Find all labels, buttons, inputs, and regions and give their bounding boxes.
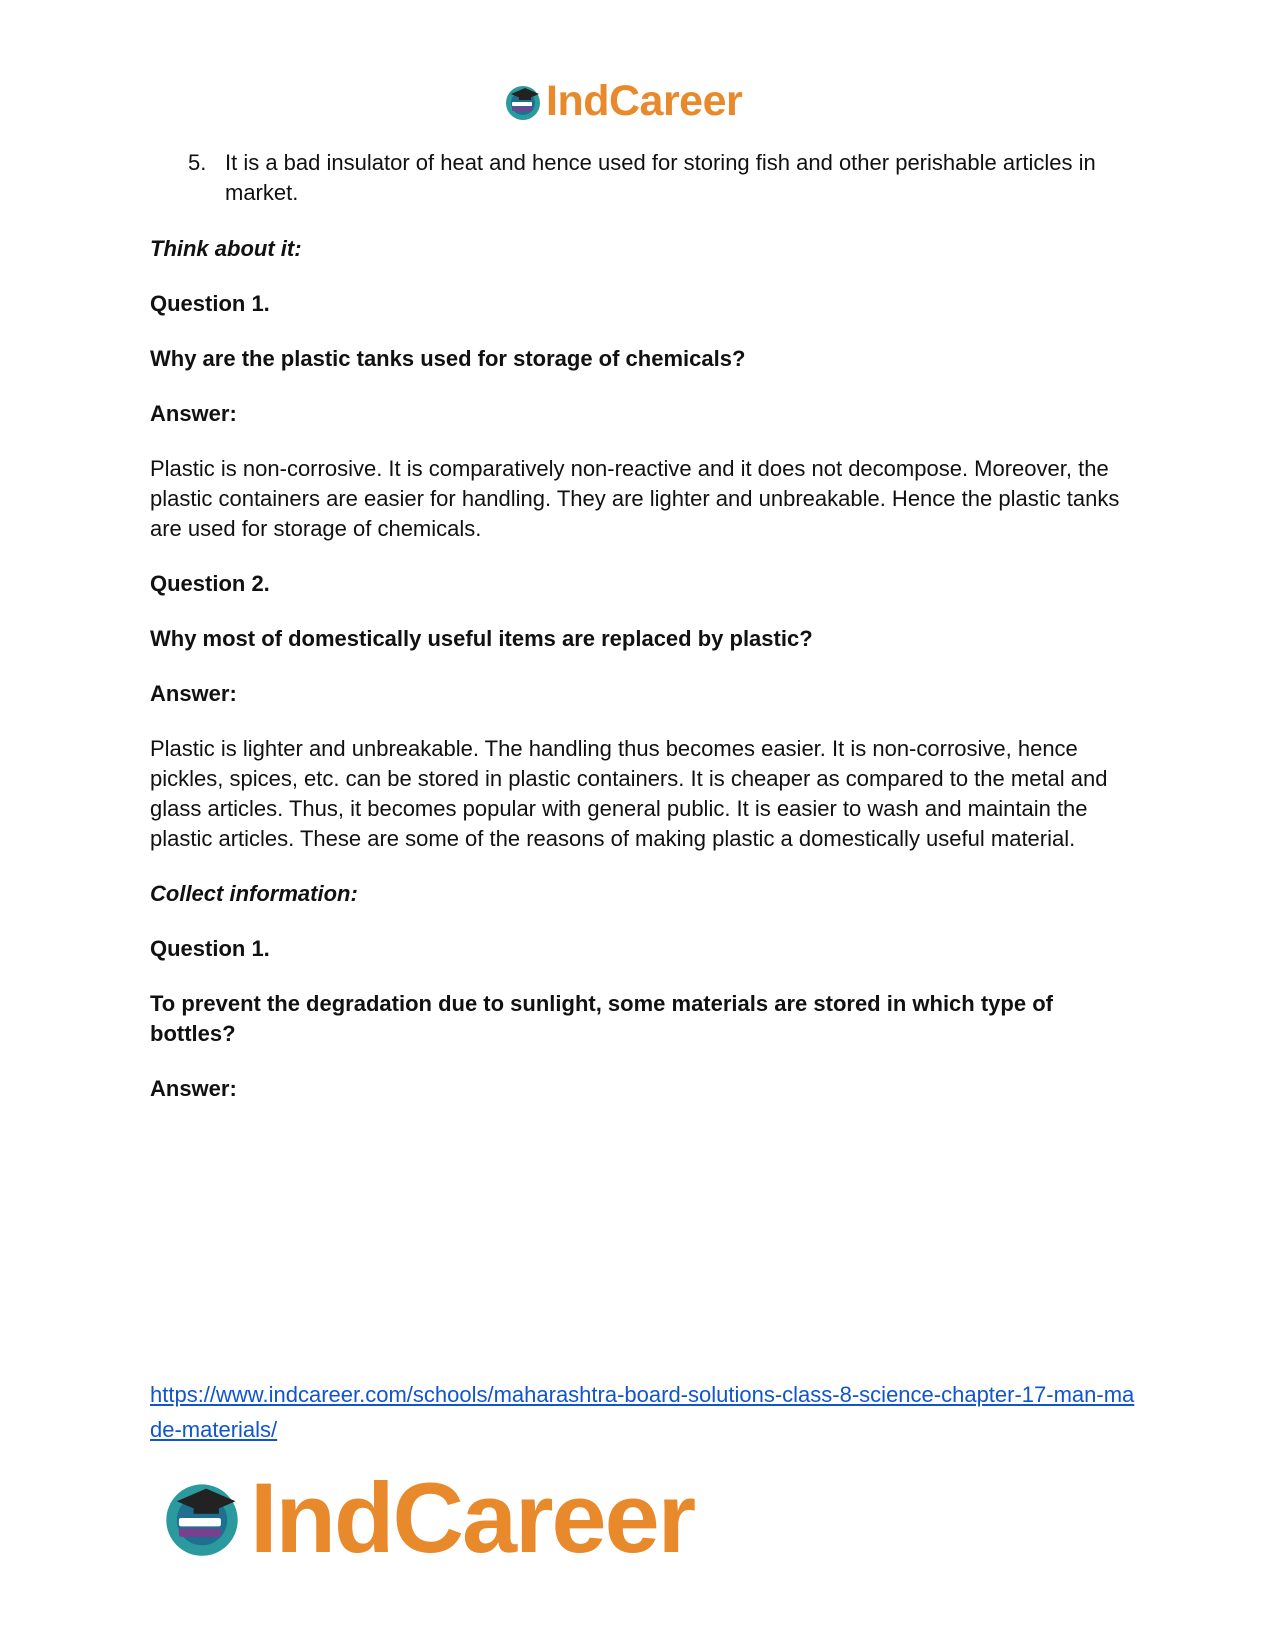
question-text: Why are the plastic tanks used for storage of chemicals? [150,346,746,371]
answer-text: Plastic is lighter and unbreakable. The handling thus becomes easier. It is non-corrosive, hence pickles, spices, etc. can be stored in plastic containers. It is cheaper as compared to the metal and glass articles. Thus, it becomes popular with general public. It is easier to wash and maintain the plastic articles. These are some of the reasons of making plastic a domestically useful material. [150,736,1108,851]
logo-text: IndCareer [546,77,743,125]
answer-text: Plastic is non-corrosive. It is comparatively non-reactive and it does not decompose. Moreover, the plastic containers are easier for handling. They are lighter and unbreakable. Hence the plastic tanks are used for storage of chemicals. [150,456,1120,541]
header-logo [503,77,743,125]
answer-label: Answer: [150,1076,237,1101]
question-label: Question 1. [150,936,270,961]
section-heading-think: Think about it: [150,236,302,261]
answer-label: Answer: [150,681,237,706]
footer-logo [160,1462,695,1573]
source-link[interactable]: https://www.indcareer.com/schools/maharashtra-board-solutions-class-8-science-chapter-17-man-made-materials/ [150,1382,1135,1442]
list-item [188,148,1130,208]
list-item-text: It is a bad insulator of heat and hence used for storing fish and other perishable articles in market. [225,150,1096,205]
question-text: Why most of domestically useful items are replaced by plastic? [150,626,813,651]
list-item-number: 5. [188,150,207,175]
question-label: Question 1. [150,291,270,316]
section-heading-collect: Collect information: [150,881,358,906]
answer-label: Answer: [150,401,237,426]
question-label: Question 2. [150,571,270,596]
graduation-cap-globe-icon [503,82,543,122]
document-body [150,148,1130,1129]
graduation-cap-globe-icon [160,1476,244,1560]
question-text: To prevent the degradation due to sunlight, some materials are stored in which type of bottles? [150,991,1053,1046]
logo-text: IndCareer [250,1462,695,1573]
